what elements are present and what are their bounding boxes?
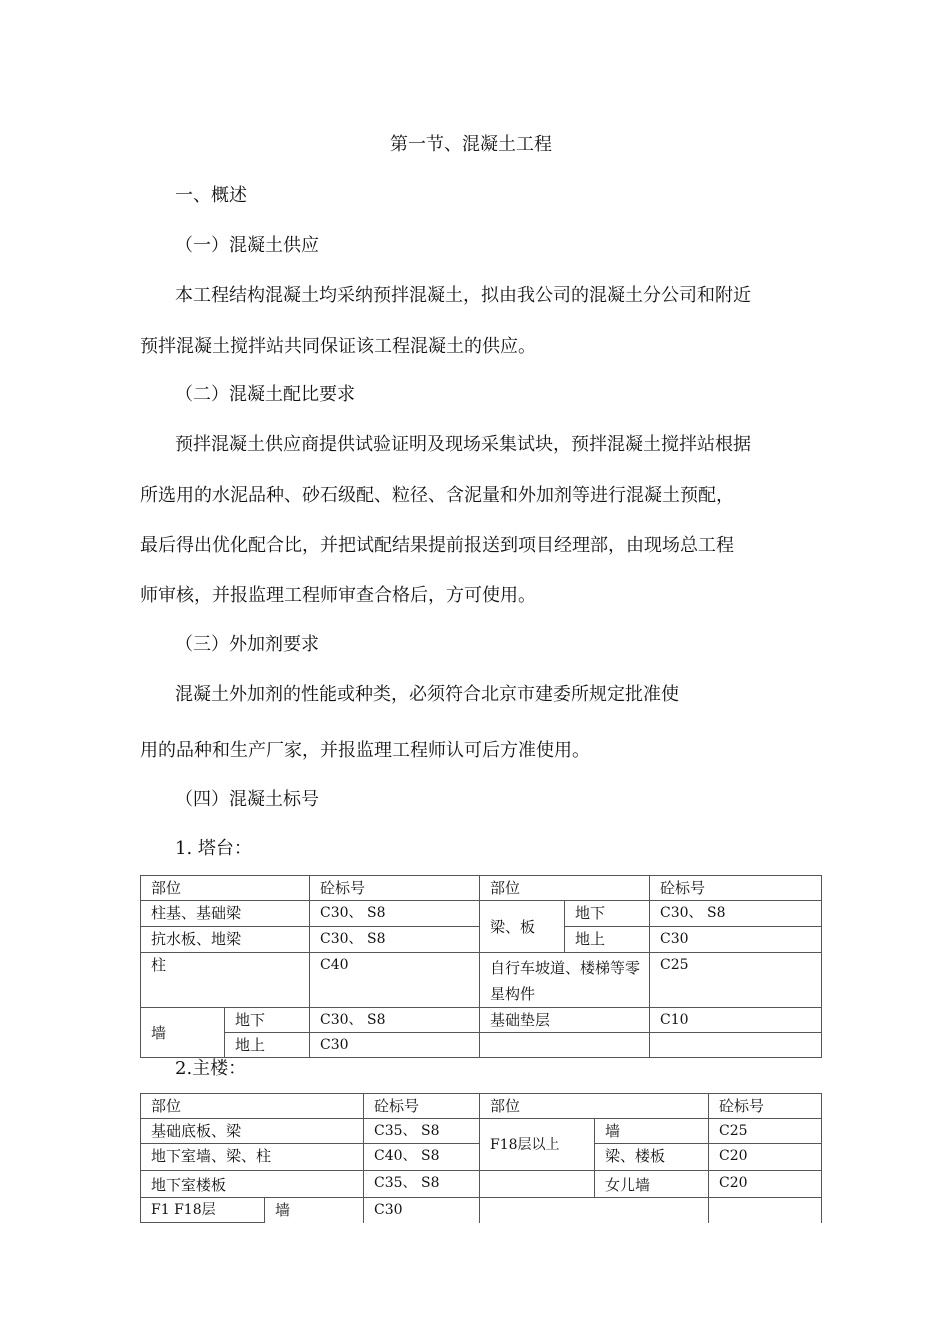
subheading-mix: （二）混凝土配比要求 (175, 384, 355, 405)
table-cell: F18层以上 (480, 1119, 595, 1171)
header-cell: 砼标号 (310, 876, 480, 901)
table-cell (480, 1198, 709, 1223)
table-cell (480, 1171, 595, 1198)
table-cell: C40 (310, 953, 480, 1008)
paragraph-line: 预拌混凝土供应商提供试验证明及现场采集试块，预拌混凝土搅拌站根据 (175, 434, 751, 455)
table-cell: C25 (650, 953, 822, 1008)
subheading-grade: （四）混凝土标号 (175, 789, 319, 810)
table-cell: C30、 S8 (310, 901, 480, 927)
table-cell: C40、 S8 (364, 1144, 480, 1171)
header-cell: 部位 (141, 1094, 364, 1119)
table-cell: C20 (709, 1144, 822, 1171)
paragraph-line: 本工程结构混凝土均采纳预拌混凝土，拟由我公司的混凝土分公司和附近 (175, 285, 751, 306)
table-cell: 基础底板、梁 (141, 1119, 364, 1144)
paragraph-line: 最后得出优化配合比，并把试配结果提前报送到项目经理部，由现场总工程 (140, 535, 734, 556)
table-cell: C25 (709, 1119, 822, 1144)
paragraph-line: 预拌混凝土搅拌站共同保证该工程混凝土的供应。 (140, 336, 536, 357)
header-cell: 砼标号 (709, 1094, 822, 1119)
table-cell: 基础垫层 (480, 1008, 650, 1033)
main-building-grade-table (140, 1093, 822, 1223)
table-cell: C30、 S8 (650, 901, 822, 927)
table-cell (650, 1033, 822, 1058)
table-cell: 地下室墙、梁、柱 (141, 1144, 364, 1171)
table-cell: 地下 (565, 901, 650, 927)
table-cell: 地下室楼板 (141, 1171, 364, 1198)
subheading-admixture: （三）外加剂要求 (175, 634, 319, 655)
header-cell: 砼标号 (650, 876, 822, 901)
tower-grade-table (140, 875, 822, 1058)
table-cell: C30、 S8 (310, 1008, 480, 1033)
table-cell: F1 F18层 (141, 1198, 265, 1223)
list-item-main-building: 2.主楼： (175, 1058, 247, 1079)
paragraph-line: 混凝土外加剂的性能或种类，必须符合北京市建委所规定批准使 (175, 684, 679, 705)
header-cell: 部位 (480, 876, 650, 901)
paragraph-line: 所选用的水泥品种、砂石级配、粒径、含泥量和外加剂等进行混凝土预配， (140, 485, 734, 506)
table-cell: 墙 (265, 1198, 364, 1223)
section-title: 第一节、混凝土工程 (390, 134, 552, 155)
subheading-supply: （一）混凝土供应 (175, 235, 319, 256)
table-cell: C35、 S8 (364, 1119, 480, 1144)
table-cell: 柱 (141, 953, 310, 1008)
table-cell: 墙 (595, 1119, 709, 1144)
table-cell: 柱基、基础梁 (141, 901, 310, 927)
table-cell: C30、 S8 (310, 927, 480, 953)
header-cell: 部位 (480, 1094, 709, 1119)
table-cell: C30 (310, 1033, 480, 1058)
table-cell: C30 (650, 927, 822, 953)
table-cell: 女儿墙 (595, 1171, 709, 1198)
table-cell: 地上 (565, 927, 650, 953)
header-cell: 部位 (141, 876, 310, 901)
table-cell: 地下 (225, 1008, 310, 1033)
paragraph-line: 用的品种和生产厂家，并报监理工程师认可后方准使用。 (140, 740, 590, 761)
table-cell (480, 1033, 650, 1058)
table-cell: 抗水板、地梁 (141, 927, 310, 953)
table-cell: C20 (709, 1171, 822, 1198)
table-cell: C30 (364, 1198, 480, 1223)
table-cell: C35、 S8 (364, 1171, 480, 1198)
table-cell: 梁、板 (480, 901, 565, 953)
paragraph-line: 师审核，并报监理工程师审查合格后，方可使用。 (140, 585, 536, 606)
list-item-tower: 1. 塔台： (175, 838, 252, 859)
table-cell: 地上 (225, 1033, 310, 1058)
table-cell: C10 (650, 1008, 822, 1033)
header-cell: 砼标号 (364, 1094, 480, 1119)
table-cell (709, 1198, 822, 1223)
table-cell: 梁、楼板 (595, 1144, 709, 1171)
heading-overview: 一、概述 (175, 185, 247, 206)
table-cell: 自行车坡道、楼梯等零星构件 (480, 953, 650, 1008)
table-cell: 墙 (141, 1008, 225, 1058)
